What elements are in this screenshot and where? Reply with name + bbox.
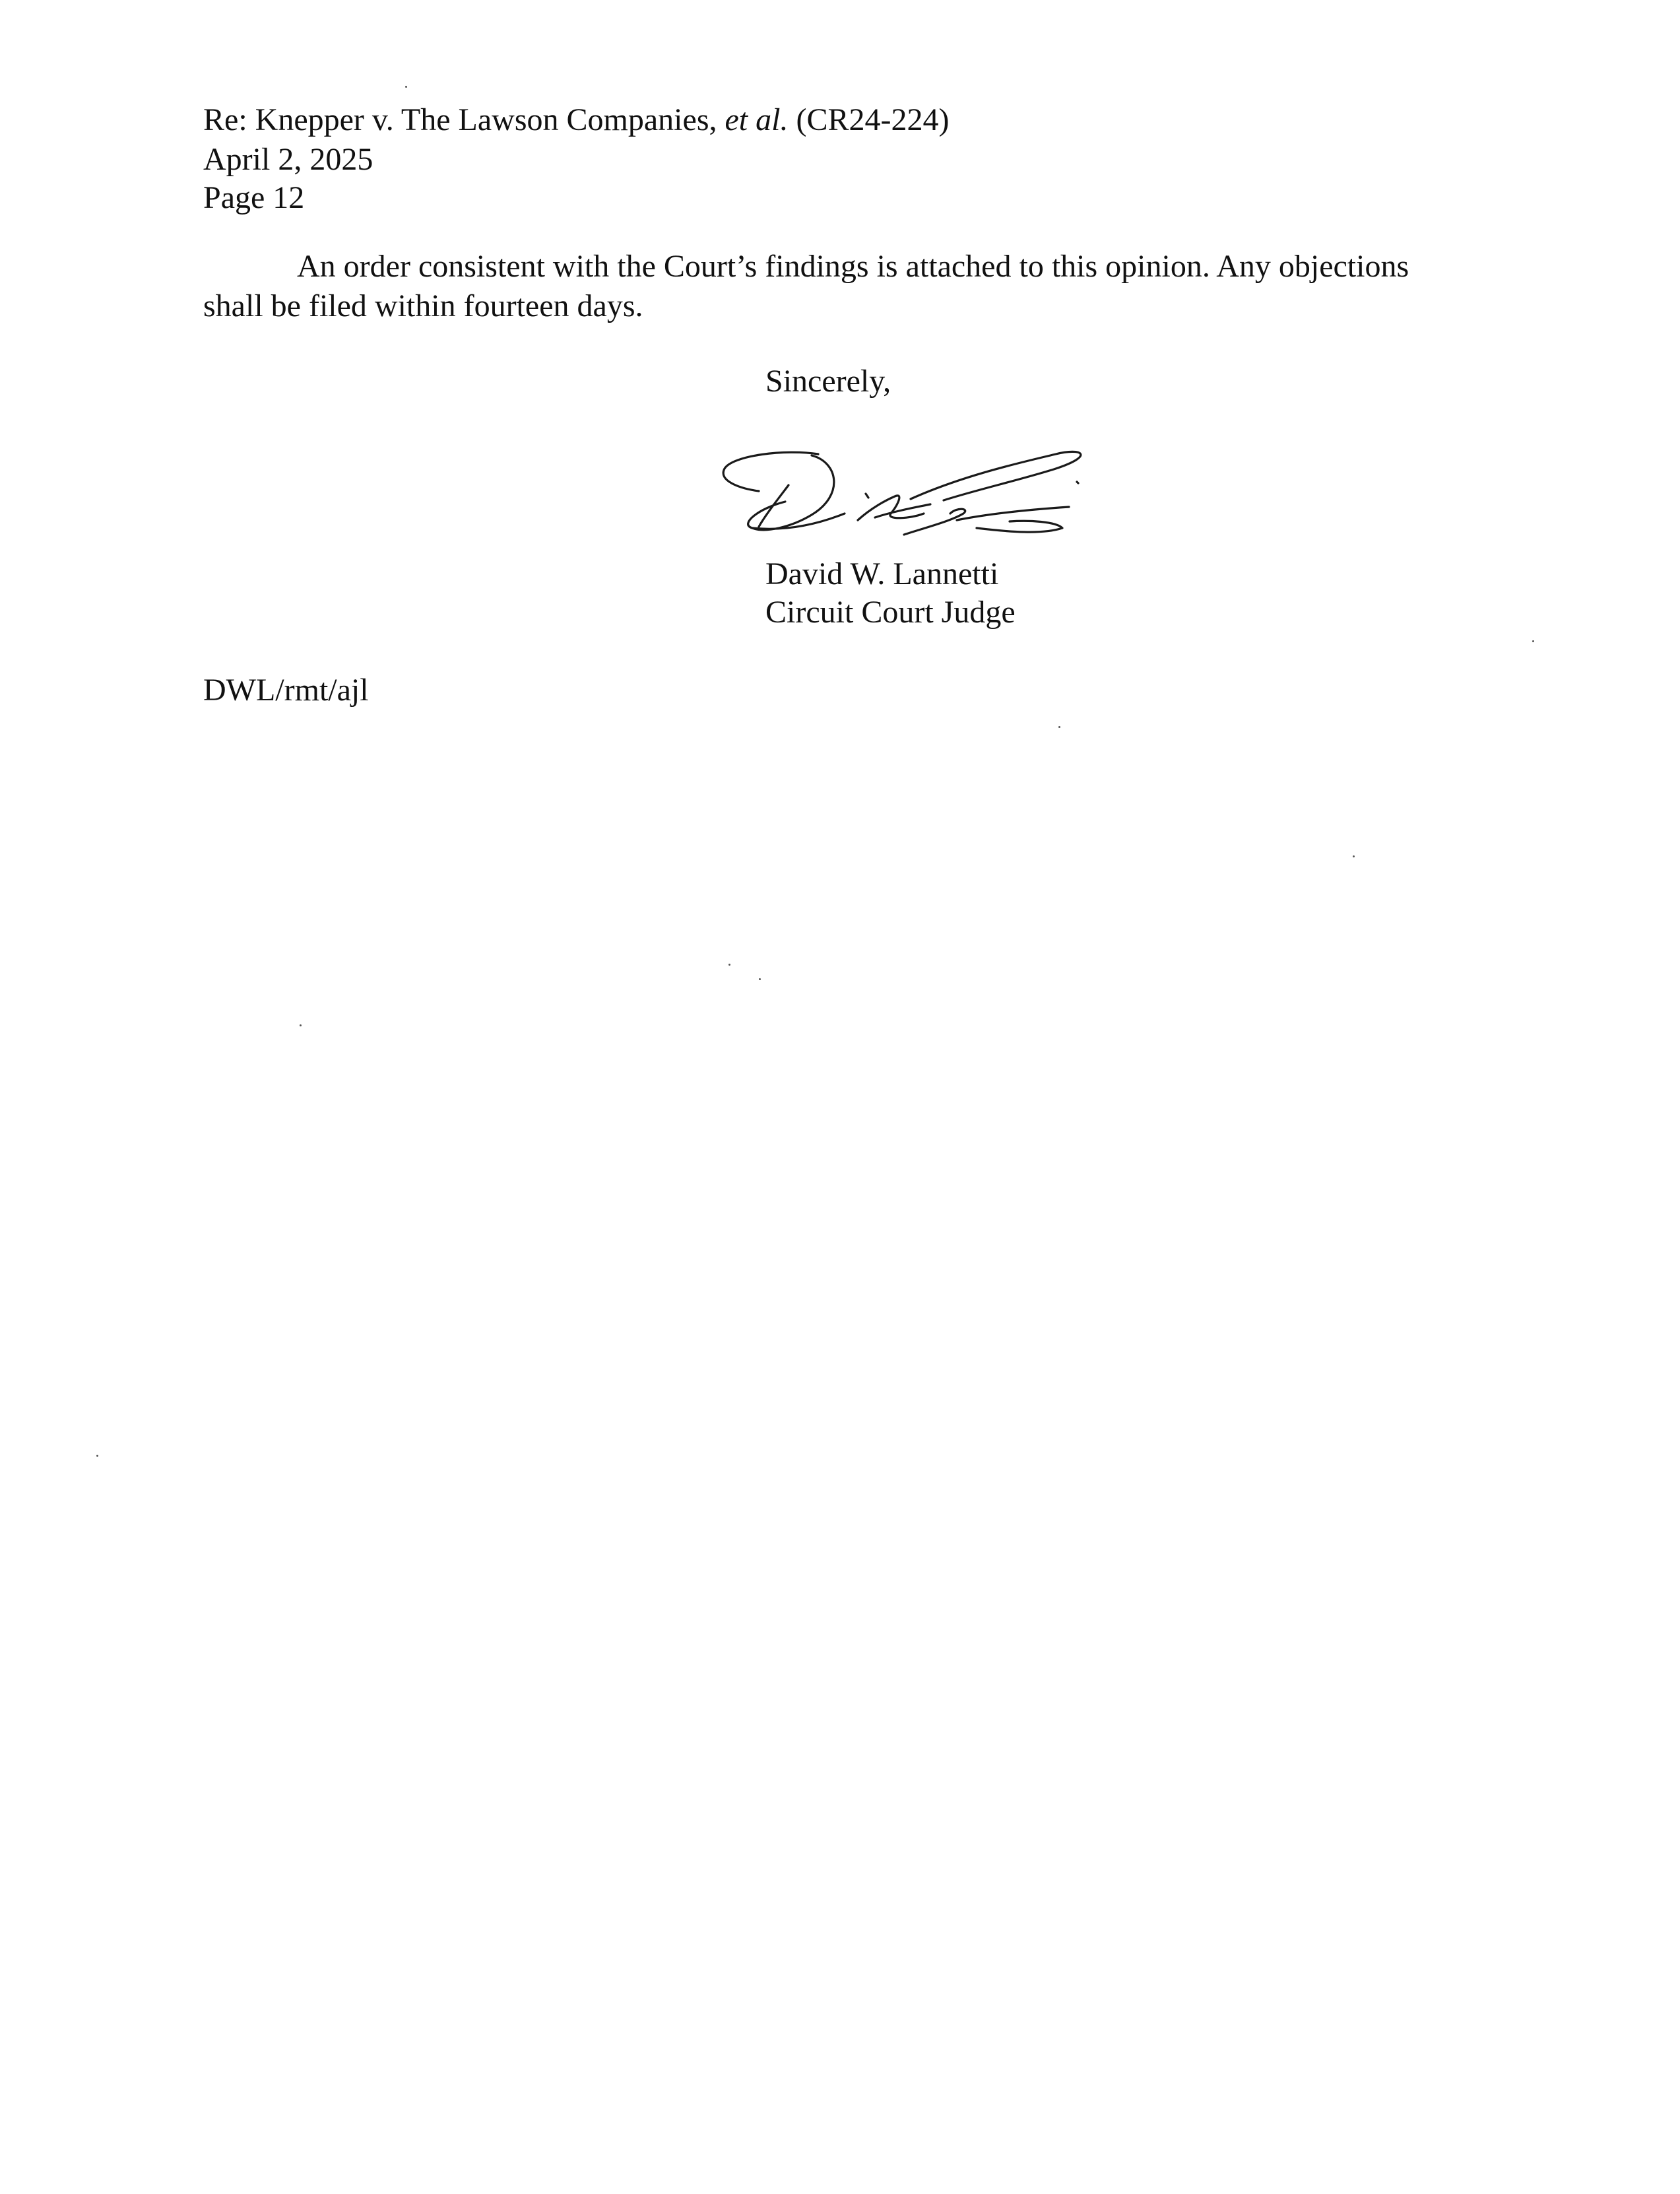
closing-salutation: Sincerely, [765, 364, 891, 399]
re-et-al: et al. [725, 102, 789, 137]
reference-initials: DWL/rmt/ajl [203, 673, 369, 708]
letter-date: April 2, 2025 [203, 142, 373, 177]
body-paragraph-line-1: An order consistent with the Court’s findings is attached to this opinion. Any objections [297, 249, 1409, 284]
scan-speck [300, 1024, 302, 1026]
signer-name: David W. Lannetti [765, 556, 999, 591]
scan-speck [1532, 640, 1534, 642]
scan-speck [1058, 726, 1060, 728]
re-line [203, 100, 949, 140]
page-number: Page 12 [203, 180, 305, 215]
scan-speck [96, 1455, 98, 1457]
scan-speck [1353, 855, 1355, 857]
scan-speck [759, 978, 761, 980]
scan-speck [405, 86, 407, 88]
signer-title: Circuit Court Judge [765, 595, 1016, 630]
scan-speck [728, 964, 730, 966]
handwritten-signature [713, 436, 1161, 548]
re-case-number: (CR24-224) [788, 102, 950, 137]
re-case-name: Re: Knepper v. The Lawson Companies, [203, 102, 725, 137]
body-paragraph-line-2: shall be filed within fourteen days. [203, 288, 643, 323]
